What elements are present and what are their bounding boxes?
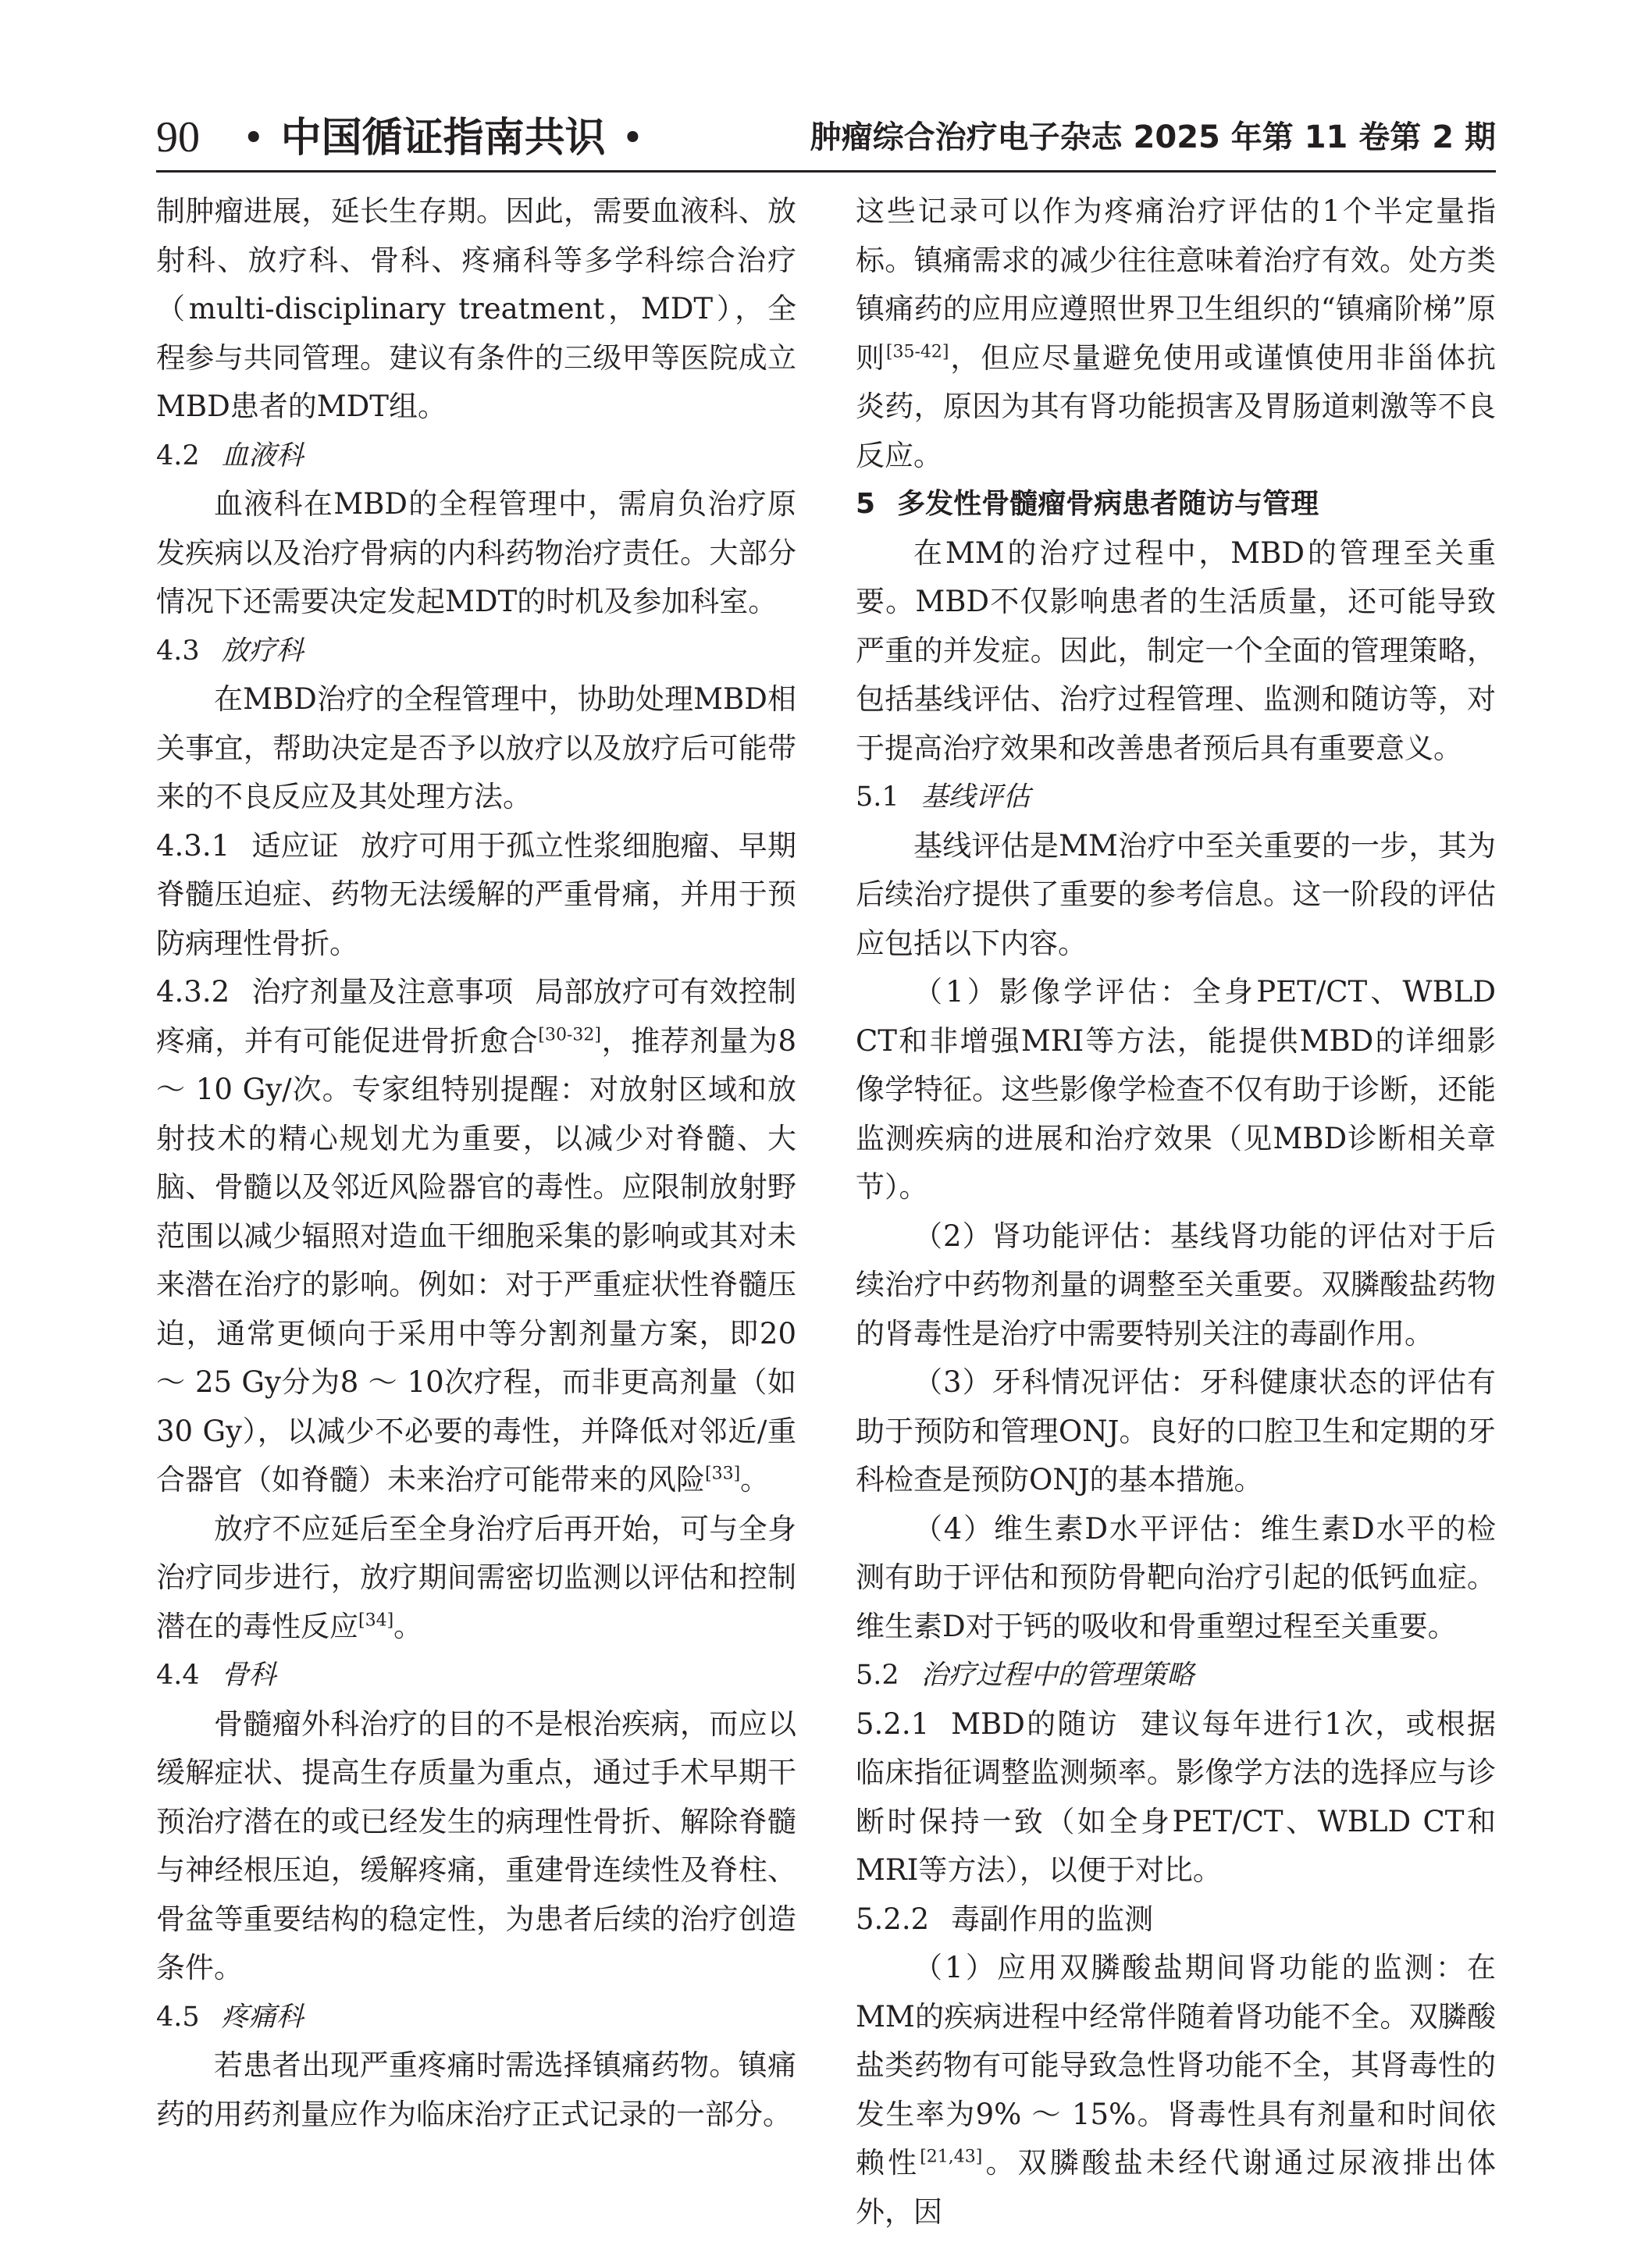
- heading-4-5: 4.5 疼痛科: [156, 2001, 304, 2033]
- list-item-dental: （3）牙科情况评估：牙科健康状态的评估有助于预防和管理ONJ。良好的口腔卫生和定期的牙科检查是预防ONJ的基本措施。: [856, 1365, 1496, 1496]
- page-number: 90: [156, 113, 200, 162]
- paragraph-5: 在MM的治疗过程中，MBD的管理至关重要。MBD不仅影响患者的生活质量，还可能导致严重的并发症。因此，制定一个全面的管理策略，包括基线评估、治疗过程管理、监测和随访等，对于提高治疗效果和改善患者预后具有重要意义。: [856, 536, 1496, 765]
- heading-5-2: 5.2 治疗过程中的管理策略: [856, 1660, 1194, 1691]
- citation: [35-42]: [885, 342, 949, 362]
- paragraph-intro: 制肿瘤进展，延长生存期。因此，需要血液科、放射科、放疗科、骨科、疼痛科等多学科综合治疗（multi-disciplinary treatment，MDT），全程参与共同管理。建议有条件的三级甲等医院成立MBD患者的MDT组。: [156, 194, 796, 423]
- heading-4-2: 4.2 血液科: [156, 440, 304, 472]
- heading-4-4: 4.4 骨科: [156, 1660, 276, 1691]
- paragraph-4-5: 若患者出现严重疼痛时需选择镇痛药物。镇痛药的用药剂量应作为临床治疗正式记录的一部分。: [156, 2048, 796, 2131]
- right-column: [856, 187, 1496, 2237]
- paragraph-5-2-1: 5.2.1 MBD的随访 建议每年进行1次，或根据临床指征调整监测频率。影像学方法的选择应与诊断时保持一致（如全身PET/CT、WBLD CT和MRI等方法），以便于对比。: [856, 1706, 1496, 1887]
- bullet-icon: •: [244, 119, 264, 156]
- paragraph-4-4: 骨髓瘤外科治疗的目的不是根治疾病，而应以缓解症状、提高生存质量为重点，通过手术早期干预治疗潜在的或已经发生的病理性骨折、解除脊髓与神经根压迫，缓解疼痛，重建骨连续性及脊柱、骨盆等重要结构的稳定性，为患者后续的治疗创造条件。: [156, 1706, 796, 1984]
- paragraph-4-3: 在MBD治疗的全程管理中，协助处理MBD相关事宜，帮助决定是否予以放疗以及放疗后可能带来的不良反应及其处理方法。: [156, 682, 796, 813]
- citation: [34]: [358, 1610, 394, 1631]
- citation: [21,43]: [920, 2147, 983, 2167]
- list-item-vitamin-d: （4）维生素D水平评估：维生素D水平的检测有助于评估和预防骨靶向治疗引起的低钙血症。维生素D对于钙的吸收和骨重塑过程至关重要。: [856, 1511, 1496, 1643]
- header-left: [156, 109, 660, 169]
- paragraph-continued: 这些记录可以作为疼痛治疗评估的1个半定量指标。镇痛需求的减少往往意味着治疗有效。处方类镇痛药的应用应遵照世界卫生组织的“镇痛阶梯”原则[35-42]，但应尽量避免使用或谨慎使用非甾体抗炎药，原因为其有肾功能损害及胃肠道刺激等不良反应。: [856, 194, 1497, 472]
- heading-5-1: 5.1 基线评估: [856, 781, 1031, 813]
- bullet-icon: •: [622, 119, 643, 156]
- left-column: [156, 187, 796, 2139]
- paragraph-4-2: 血液科在MBD的全程管理中，需肩负治疗原发疾病以及治疗骨病的内科药物治疗责任。大部分情况下还需要决定发起MDT的时机及参加科室。: [156, 487, 796, 618]
- header-rule: [156, 170, 1496, 173]
- citation: [33]: [705, 1464, 741, 1484]
- paragraph-5-2-2: （1）应用双膦酸盐期间肾功能的监测：在MM的疾病进程中经常伴随着肾功能不全。双膦酸盐类药物有可能导致急性肾功能不全，其肾毒性的发生率为9% ～ 15%。肾毒性具有剂量和时间依赖性[21,43]。双膦酸盐未经代谢通过尿液排出体外，因: [856, 1951, 1497, 2229]
- journal-info: 肿瘤综合治疗电子杂志 2025 年第 11 卷第 2 期: [810, 119, 1496, 155]
- paragraph-5-1: 基线评估是MM治疗中至关重要的一步，其为后续治疗提供了重要的参考信息。这一阶段的评估应包括以下内容。: [856, 828, 1496, 960]
- heading-4-3: 4.3 放疗科: [156, 635, 304, 667]
- paragraph-4-3-note: 放疗不应延后至全身治疗后再开始，可与全身治疗同步进行，放疗期间需密切监测以评估和控制潜在的毒性反应[34]。: [156, 1511, 796, 1643]
- section-series-title: 中国循证指南共识: [280, 114, 606, 162]
- list-item-imaging: （1）影像学评估：全身PET/CT、WBLD CT和非增强MRI等方法，能提供MBD的详细影像学特征。这些影像学检查不仅有助于诊断，还能监测疾病的进展和治疗效果（见MBD诊断相关章节）。: [856, 975, 1496, 1204]
- paragraph-4-3-2: 4.3.2 治疗剂量及注意事项 局部放疗可有效控制疼痛，并有可能促进骨折愈合[30-32]，推荐剂量为8 ～ 10 Gy/次。专家组特别提醒：对放射区域和放射技术的精心规划尤为重要，以减少对脊髓、大脑、骨髓以及邻近风险器官的毒性。应限制放射野范围以减少辐照对造血干细胞采集的影响或其对未来潜在治疗的影响。例如：对于严重症状性脊髓压迫，通常更倾向于采用中等分割剂量方案，即20 ～ 25 Gy分为8 ～ 10次疗程，而非更高剂量（如30 Gy），以减少不必要的毒性，并降低对邻近/重合器官（如脊髓）未来治疗可能带来的风险[33]。: [156, 975, 797, 1496]
- heading-5-2-2: 5.2.2 毒副作用的监测: [856, 1902, 1154, 1936]
- paragraph-4-3-1: 4.3.1 适应证 放疗可用于孤立性浆细胞瘤、早期脊髓压迫症、药物无法缓解的严重骨痛，并用于预防病理性骨折。: [156, 828, 797, 960]
- citation: [30-32]: [538, 1025, 601, 1045]
- list-item-renal: （2）肾功能评估：基线肾功能的评估对于后续治疗中药物剂量的调整至关重要。双膦酸盐药物的肾毒性是治疗中需要特别关注的毒副作用。: [856, 1219, 1496, 1351]
- page-header: [156, 109, 1496, 165]
- heading-5: 5 多发性骨髓瘤骨病患者随访与管理: [856, 488, 1319, 520]
